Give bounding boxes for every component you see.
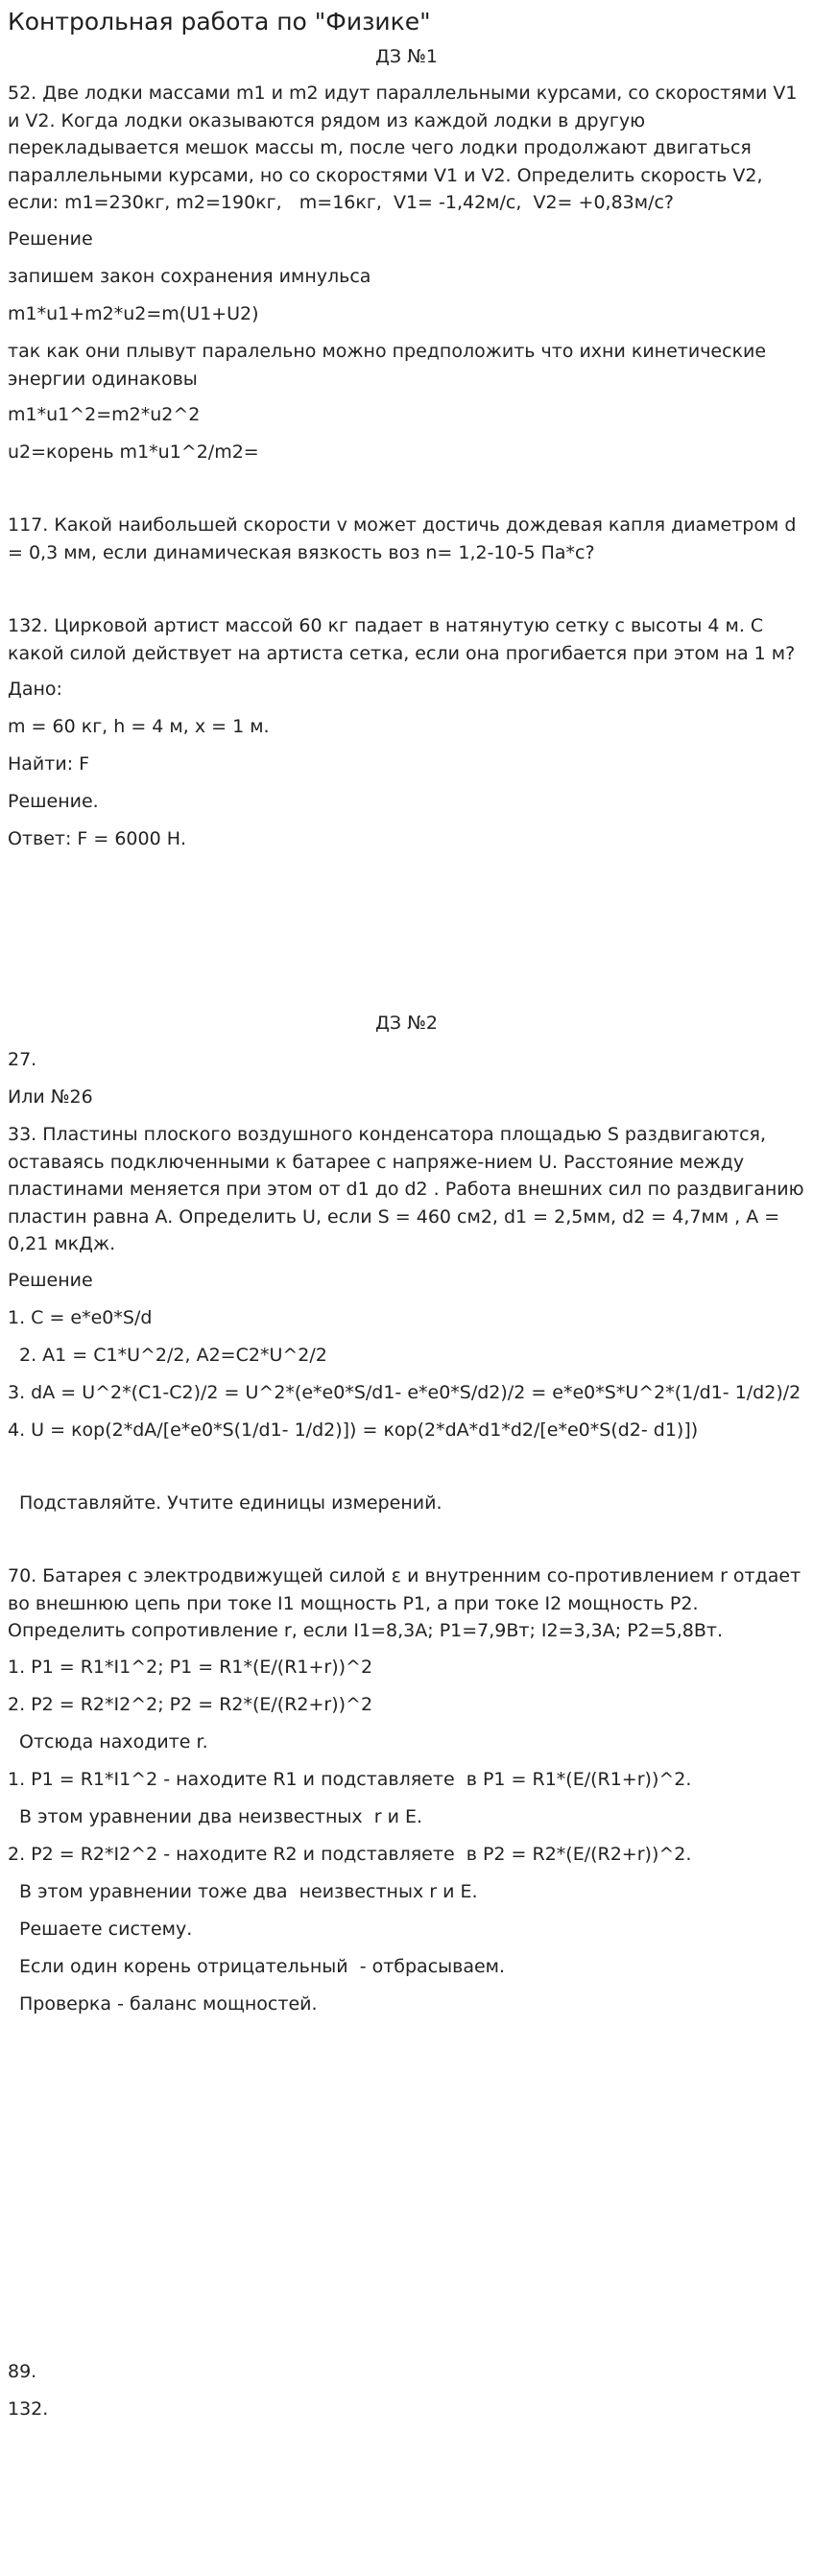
solution-label: Решение [8, 1270, 93, 1291]
given-label: Дано: [8, 679, 62, 700]
section-heading-hw2: ДЗ №2 [375, 1013, 438, 1034]
problem-117: 117. Какой наибольшей скорости v может достичь дождевая капля диаметром d = 0,3 мм, если динамическая вязкость воз n= 1,2-10-5 Па*с? [8, 514, 802, 563]
document-title: Контрольная работа по "Физике" [8, 8, 431, 36]
problem-26-alt: Или №26 [8, 1086, 93, 1108]
solution-step: 2. P2 = R2*I2^2 - находите R2 и подставляете в P2 = R2*(E/(R2+r))^2. [8, 1844, 692, 1865]
solution-step: 4. U = кор(2*dA/[e*e0*S(1/d1- 1/d2)]) = кор(2*dA*d1*d2/[e*e0*S(d2- d1)]) [8, 1419, 699, 1441]
solution-note: Решаете систему. [19, 1919, 193, 1940]
solution-note: Если один корень отрицательный - отбрасываем. [19, 1956, 506, 1977]
solution-note: Проверка - баланс мощностей. [19, 1993, 318, 2015]
problem-89: 89. [8, 2361, 37, 2382]
problem-132: 132. Цирковой артист массой 60 кг падает в натянутую сетку с высоты 4 м. С какой силой действует на артиста сетка, если она прогибается при этом на 1 м? [8, 615, 796, 664]
equation: u2=корень m1*u1^2/m2= [8, 441, 259, 463]
solution-note: В этом уравнении тоже два неизвестных r и E. [19, 1881, 478, 1902]
solution-step: 1. P1 = R1*I1^2 - находите R1 и подставляете в P1 = R1*(E/(R1+r))^2. [8, 1769, 692, 1790]
paragraph: так как они плывут паралельно можно предположить что ихни кинетические энергии одинаковы [8, 341, 773, 390]
equation: m1*u1^2=m2*u2^2 [8, 404, 201, 425]
solution-label: Решение. [8, 791, 99, 812]
problem-70: 70. Батарея с электродвижущей силой ε и внутренним со-противлением r отдает во внешнюю цепь при токе I1 мощность P1, а при токе I2 мощность P2. Определить сопротивление r, если I1=8,3A; P1=7,9Вт; I2=3,3A; P2=5,8Вт. [8, 1565, 807, 1641]
solution-step: 2. P2 = R2*I2^2; P2 = R2*(E/(R2+r))^2 [8, 1694, 373, 1715]
hint: Подставляйте. Учтите единицы измерений. [19, 1492, 442, 1514]
given-values: m = 60 кг, h = 4 м, x = 1 м. [8, 716, 270, 737]
solution-step: 1. C = e*e0*S/d [8, 1307, 153, 1328]
solution-step: 3. dA = U^2*(C1-C2)/2 = U^2*(e*e0*S/d1- e*e0*S/d2)/2 = e*e0*S*U^2*(1/d1- 1/d2)/2 [8, 1382, 801, 1403]
answer: Ответ: F = 6000 Н. [8, 828, 187, 849]
section-heading-hw1: ДЗ №1 [375, 46, 438, 67]
problem-33: 33. Пластины плоского воздушного конденсатора площадью S раздвигаются, оставаясь подключенными к батарее с напряже-нием U. Расстояние между пластинами меняется при этом от d1 до d2 . Работа внешних сил по раздвиганию пластин равна A. Определить U, если S = 460 см2, d1 = 2,5мм, d2 = 4,7мм , A = 0,21 мкДж. [8, 1124, 810, 1254]
problem-27: 27. [8, 1049, 37, 1070]
equation: m1*u1+m2*u2=m(U1+U2) [8, 303, 259, 324]
problem-132-b: 132. [8, 2398, 49, 2420]
solution-step: 1. P1 = R1*I1^2; P1 = R1*(E/(R1+r))^2 [8, 1657, 373, 1678]
solution-step: 2. A1 = C1*U^2/2, A2=C2*U^2/2 [19, 1345, 327, 1366]
solution-note: Отсюда находите r. [19, 1731, 208, 1753]
solution-note: В этом уравнении два неизвестных r и E. [19, 1806, 422, 1827]
solution-label: Решение [8, 228, 93, 250]
find-label: Найти: F [8, 753, 90, 775]
paragraph: запишем закон сохранения имнульса [8, 266, 371, 287]
problem-52: 52. Две лодки массами m1 и m2 идут параллельными курсами, со скоростями V1 и V2. Когда лодки оказываются рядом из каждой лодки в другую перекладывается мешок массы m, после чего лодки продолжают двигаться параллельными курсами, но со скоростями V1 и V2. Определить скорость V2, если: m1=230кг, m2=190кг, m=16кг, V1= -1,42м/с, V2= +0,83м/с? [8, 83, 803, 213]
